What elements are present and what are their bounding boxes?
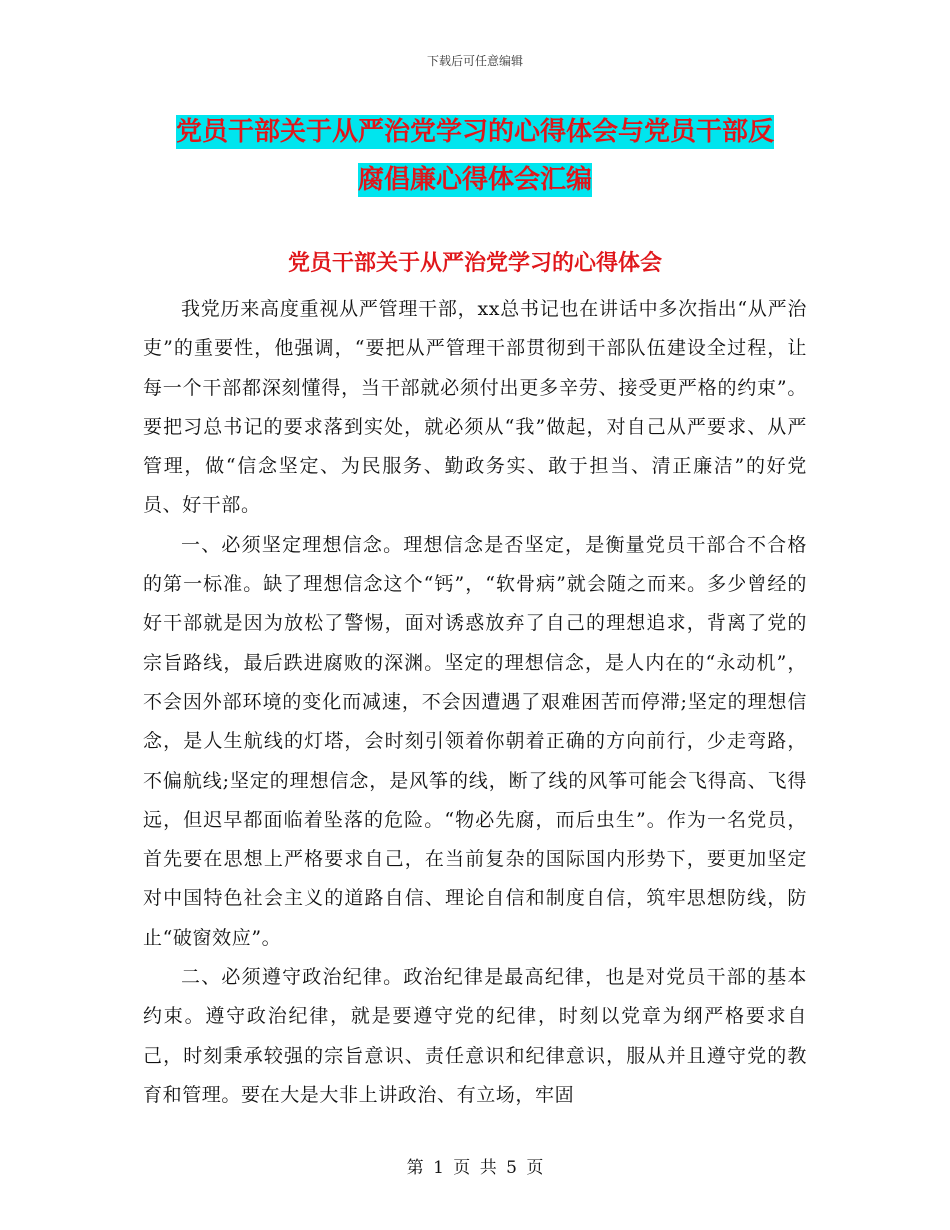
document-title-line-2: 腐倡廉心得体会汇编 [357, 165, 592, 195]
header-note: 下载后可任意编辑 [426, 54, 523, 68]
page-footer: 第 1 页 共 5 页 [406, 1158, 544, 1178]
paragraph-intro: 我党历来高度重视从严管理干部，xx总书记也在讲话中多次指出“从严治吏”的重要性，他强调，“要把从严管理干部贯彻到干部队伍建设全过程，让每一个干部都深刻懂得，当干部就必须付出更多辛劳、接受更严格的约束”。要把习总书记的要求落到实处，就必须从“我”做起，对自己从严要求、从严管理，做“信念坚定、为民服务、勤政务实、敢于担当、清正廉洁”的好党员、好干部。 [143, 298, 807, 517]
document-title-line-1: 党员干部关于从严治党学习的心得体会与党员干部反 [175, 117, 774, 147]
document-title [140, 108, 810, 204]
paragraph-ideals: 一、必须坚定理想信念。理想信念是否坚定，是衡量党员干部合不合格的第一标准。缺了理想信念这个“钙”，“软骨病”就会随之而来。多少曾经的好干部就是因为放松了警惕，面对诱惑放弃了自己的理想追求，背离了党的宗旨路线，最后跌进腐败的深渊。坚定的理想信念，是人内在的“永动机”，不会因外部环境的变化而减速，不会因遭遇了艰难困苦而停滞;坚定的理想信念，是人生航线的灯塔，会时刻引领着你朝着正确的方向前行，少走弯路，不偏航线;坚定的理想信念，是风筝的线，断了线的风筝可能会飞得高、飞得远，但迟早都面临着坠落的危险。“物必先腐，而后虫生”。作为一名党员，首先要在思想上严格要求自己，在当前复杂的国际国内形势下，要更加坚定对中国特色社会主义的道路自信、理论自信和制度自信，筑牢思想防线，防止“破窗效应”。 [143, 533, 807, 949]
section-title: 党员干部关于从严治党学习的心得体会 [287, 250, 662, 276]
paragraph-discipline: 二、必须遵守政治纪律。政治纪律是最高纪律，也是对党员干部的基本约束。遵守政治纪律，就是要遵守党的纪律，时刻以党章为纲严格要求自己，时刻秉承较强的宗旨意识、责任意识和纪律意识，服从并且遵守党的教育和管理。要在大是大非上讲政治、有立场，牢固 [143, 966, 807, 1106]
body-text [143, 290, 807, 1115]
